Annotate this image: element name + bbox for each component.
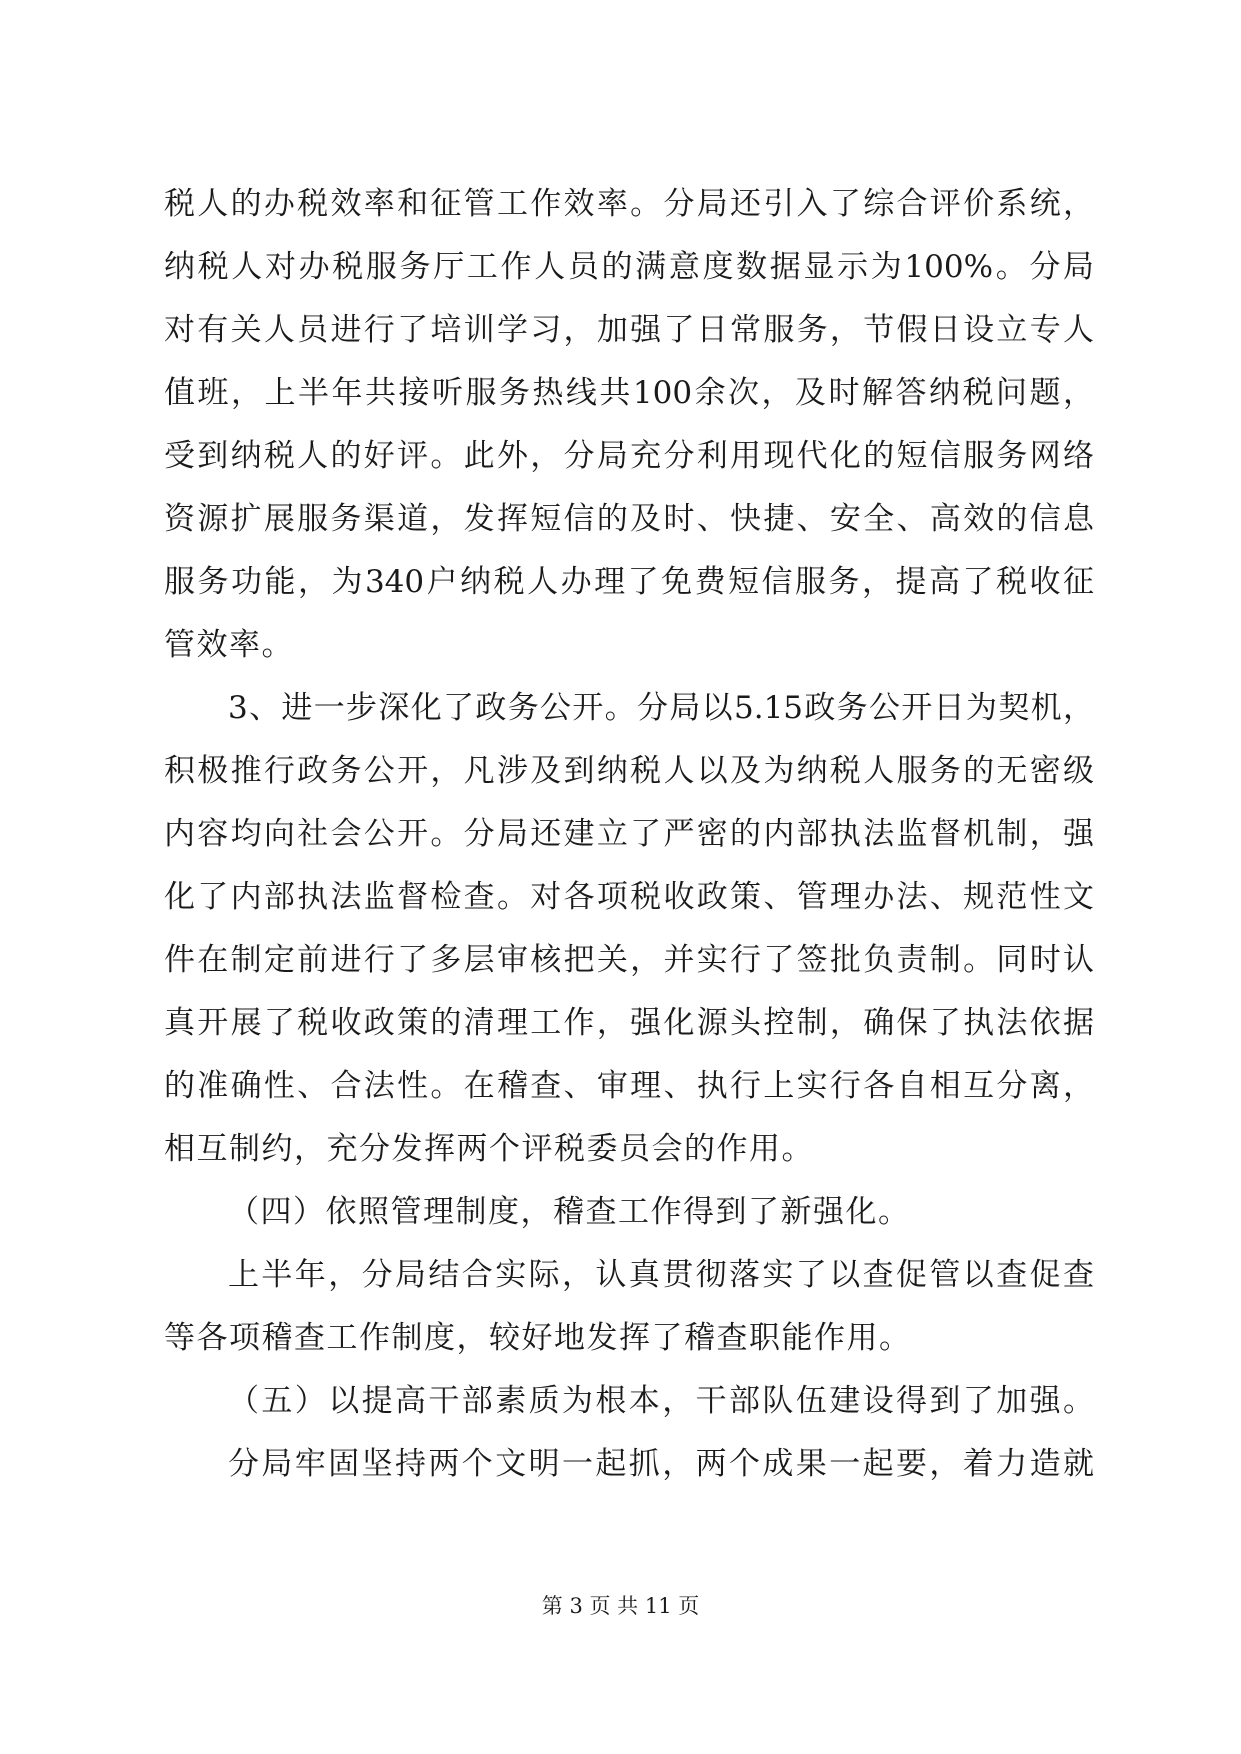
body-line: 内容均向社会公开。分局还建立了严密的内部执法监督机制，强 xyxy=(164,816,1094,852)
page-indicator: 第 3 页 共 11 页 xyxy=(541,1594,700,1618)
body-line: 积极推行政务公开，凡涉及到纳税人以及为纳税人服务的无密级 xyxy=(164,753,1094,789)
body-line: 真开展了税收政策的清理工作，强化源头控制，确保了执法依据 xyxy=(164,1005,1094,1041)
paragraph-start-line: 3、进一步深化了政务公开。分局以5.15政务公开日为契机， xyxy=(228,690,1094,726)
body-line: 资源扩展服务渠道，发挥短信的及时、快捷、安全、高效的信息 xyxy=(164,501,1094,537)
body-line: 受到纳税人的好评。此外，分局充分利用现代化的短信服务网络 xyxy=(164,438,1094,474)
section-heading: （四）依照管理制度，稽查工作得到了新强化。 xyxy=(228,1194,911,1230)
body-line: 化了内部执法监督检查。对各项税收政策、管理办法、规范性文 xyxy=(164,879,1094,915)
section-heading: （五）以提高干部素质为根本，干部队伍建设得到了加强。 xyxy=(228,1383,1094,1419)
body-line: 管效率。 xyxy=(164,627,294,663)
body-line: 服务功能，为340户纳税人办理了免费短信服务，提高了税收征 xyxy=(164,564,1094,600)
body-line: 等各项稽查工作制度，较好地发挥了稽查职能作用。 xyxy=(164,1320,912,1356)
body-line: 纳税人对办税服务厅工作人员的满意度数据显示为100%。分局 xyxy=(164,249,1094,285)
body-line: 税人的办税效率和征管工作效率。分局还引入了综合评价系统， xyxy=(164,186,1094,222)
body-line: 的准确性、合法性。在稽查、审理、执行上实行各自相互分离， xyxy=(164,1068,1094,1104)
paragraph-start-line: 分局牢固坚持两个文明一起抓，两个成果一起要，着力造就 xyxy=(228,1446,1094,1482)
body-line: 对有关人员进行了培训学习，加强了日常服务，节假日设立专人 xyxy=(164,312,1094,348)
body-line: 件在制定前进行了多层审核把关，并实行了签批负责制。同时认 xyxy=(164,942,1094,978)
body-line: 相互制约，充分发挥两个评税委员会的作用。 xyxy=(164,1131,814,1167)
paragraph-start-line: 上半年，分局结合实际，认真贯彻落实了以查促管以查促查 xyxy=(228,1257,1094,1293)
body-line: 值班，上半年共接听服务热线共100余次，及时解答纳税问题， xyxy=(164,375,1094,411)
